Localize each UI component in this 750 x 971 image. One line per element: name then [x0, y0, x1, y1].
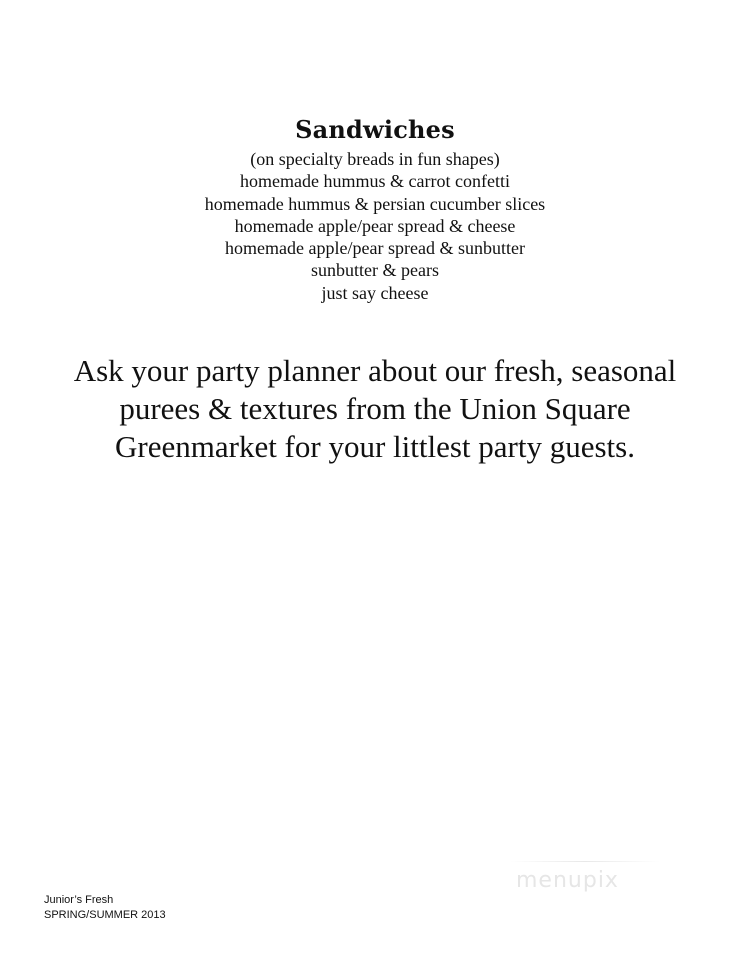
note-line: purees & textures from the Union Square: [119, 391, 631, 426]
list-item: homemade apple/pear spread & sunbutter: [225, 238, 525, 259]
list-item: just say cheese: [321, 282, 429, 303]
list-item: homemade hummus & persian cucumber slices: [204, 193, 546, 214]
list-item: (on specialty breads in fun shapes): [250, 149, 500, 169]
sandwiches-section: [0, 112, 750, 304]
footer: [44, 893, 166, 923]
menupix-watermark: [500, 858, 670, 908]
footer-brand: Junior’s Fresh: [44, 894, 114, 906]
watermark-divider: [510, 861, 660, 862]
party-planner-note: [40, 352, 710, 466]
watermark-text: menupix: [516, 868, 619, 893]
list-item: homemade hummus & carrot confetti: [240, 171, 510, 192]
section-title: Sandwiches: [295, 115, 455, 144]
note-line: Greenmarket for your littlest party guests.: [115, 429, 635, 464]
list-item: homemade apple/pear spread & cheese: [234, 215, 516, 236]
footer-season: SPRING/SUMMER 2013: [44, 909, 166, 921]
list-item: sunbutter & pears: [311, 260, 439, 281]
note-line: Ask your party planner about our fresh, seasonal: [73, 353, 677, 388]
sandwich-list: [0, 148, 750, 304]
